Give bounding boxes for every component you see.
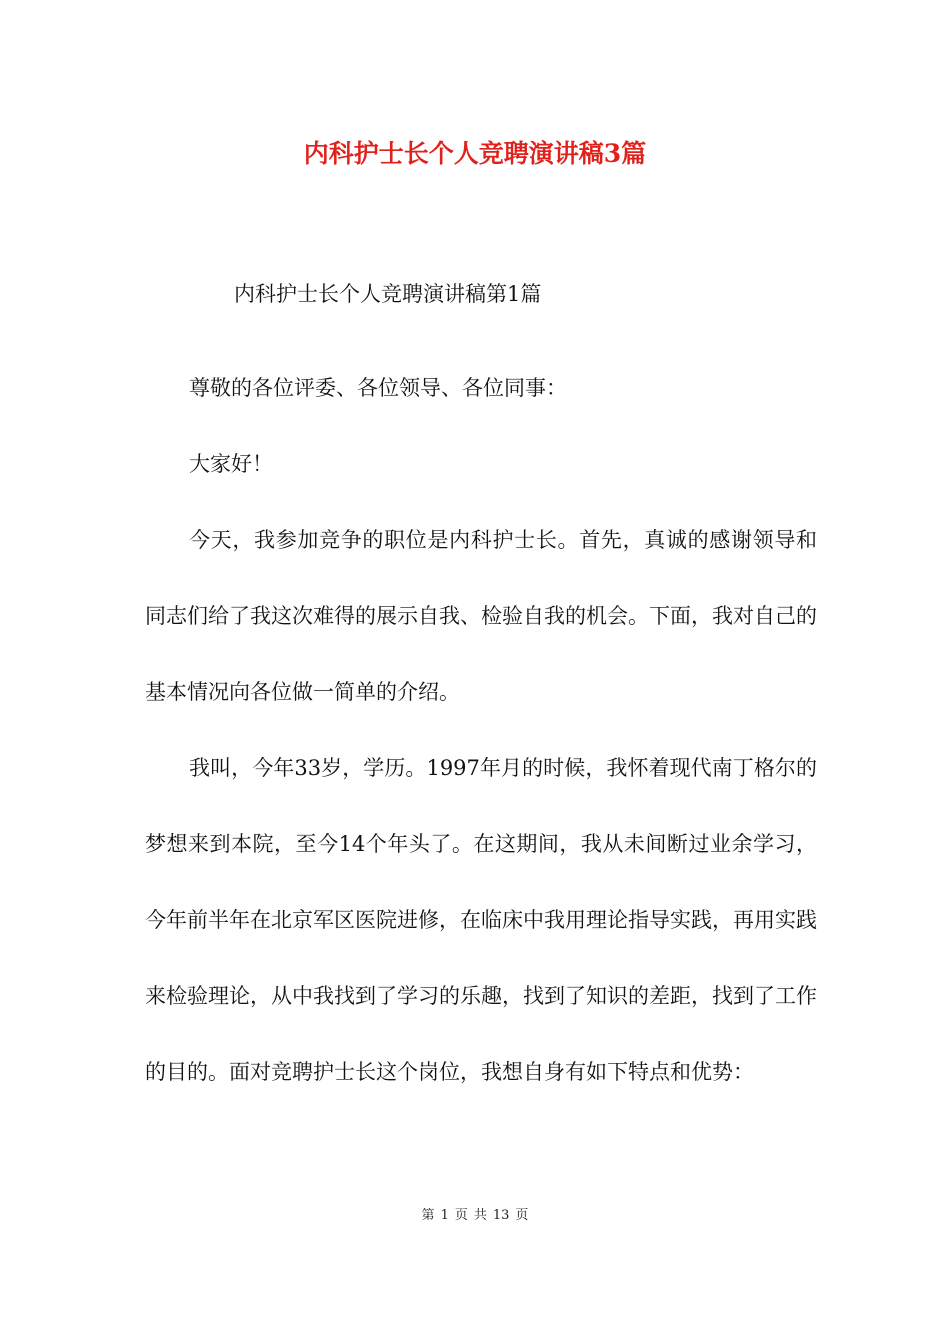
salutation-paragraph: 尊敬的各位评委、各位领导、各位同事： [189,376,567,400]
document-title: 内科护士长个人竞聘演讲稿3篇 [303,139,647,168]
footer-page-number: 1 [440,1208,449,1223]
body-text [145,350,817,1110]
page-footer [0,1206,950,1226]
footer-page-unit: 页 [454,1208,468,1223]
section-heading: 内科护士长个人竞聘演讲稿第1篇 [234,282,542,306]
footer-total-unit: 页 [515,1208,529,1223]
background-paragraph: 我叫，今年33岁，学历。1997年月的时候，我怀着现代南丁格尔的梦想来到本院，至今14个年头了。在这期间，我从未间断过业余学习，今年前半年在北京军区医院进修，在临床中我用理论指导实践，再用实践来检验理论，从中我找到了学习的乐趣，找到了知识的差距，找到了工作的目的。面对竞聘护士长这个岗位，我想自身有如下特点和优势： [145,756,817,1084]
greeting-paragraph: 大家好！ [189,452,273,476]
footer-page-prefix: 第 [421,1208,435,1223]
footer-total-prefix: 共 [473,1208,487,1223]
footer-total-pages: 13 [492,1208,510,1223]
intro-paragraph: 今天，我参加竞争的职位是内科护士长。首先，真诚的感谢领导和同志们给了我这次难得的展示自我、检验自我的机会。下面，我对自己的基本情况向各位做一简单的介绍。 [145,528,817,704]
